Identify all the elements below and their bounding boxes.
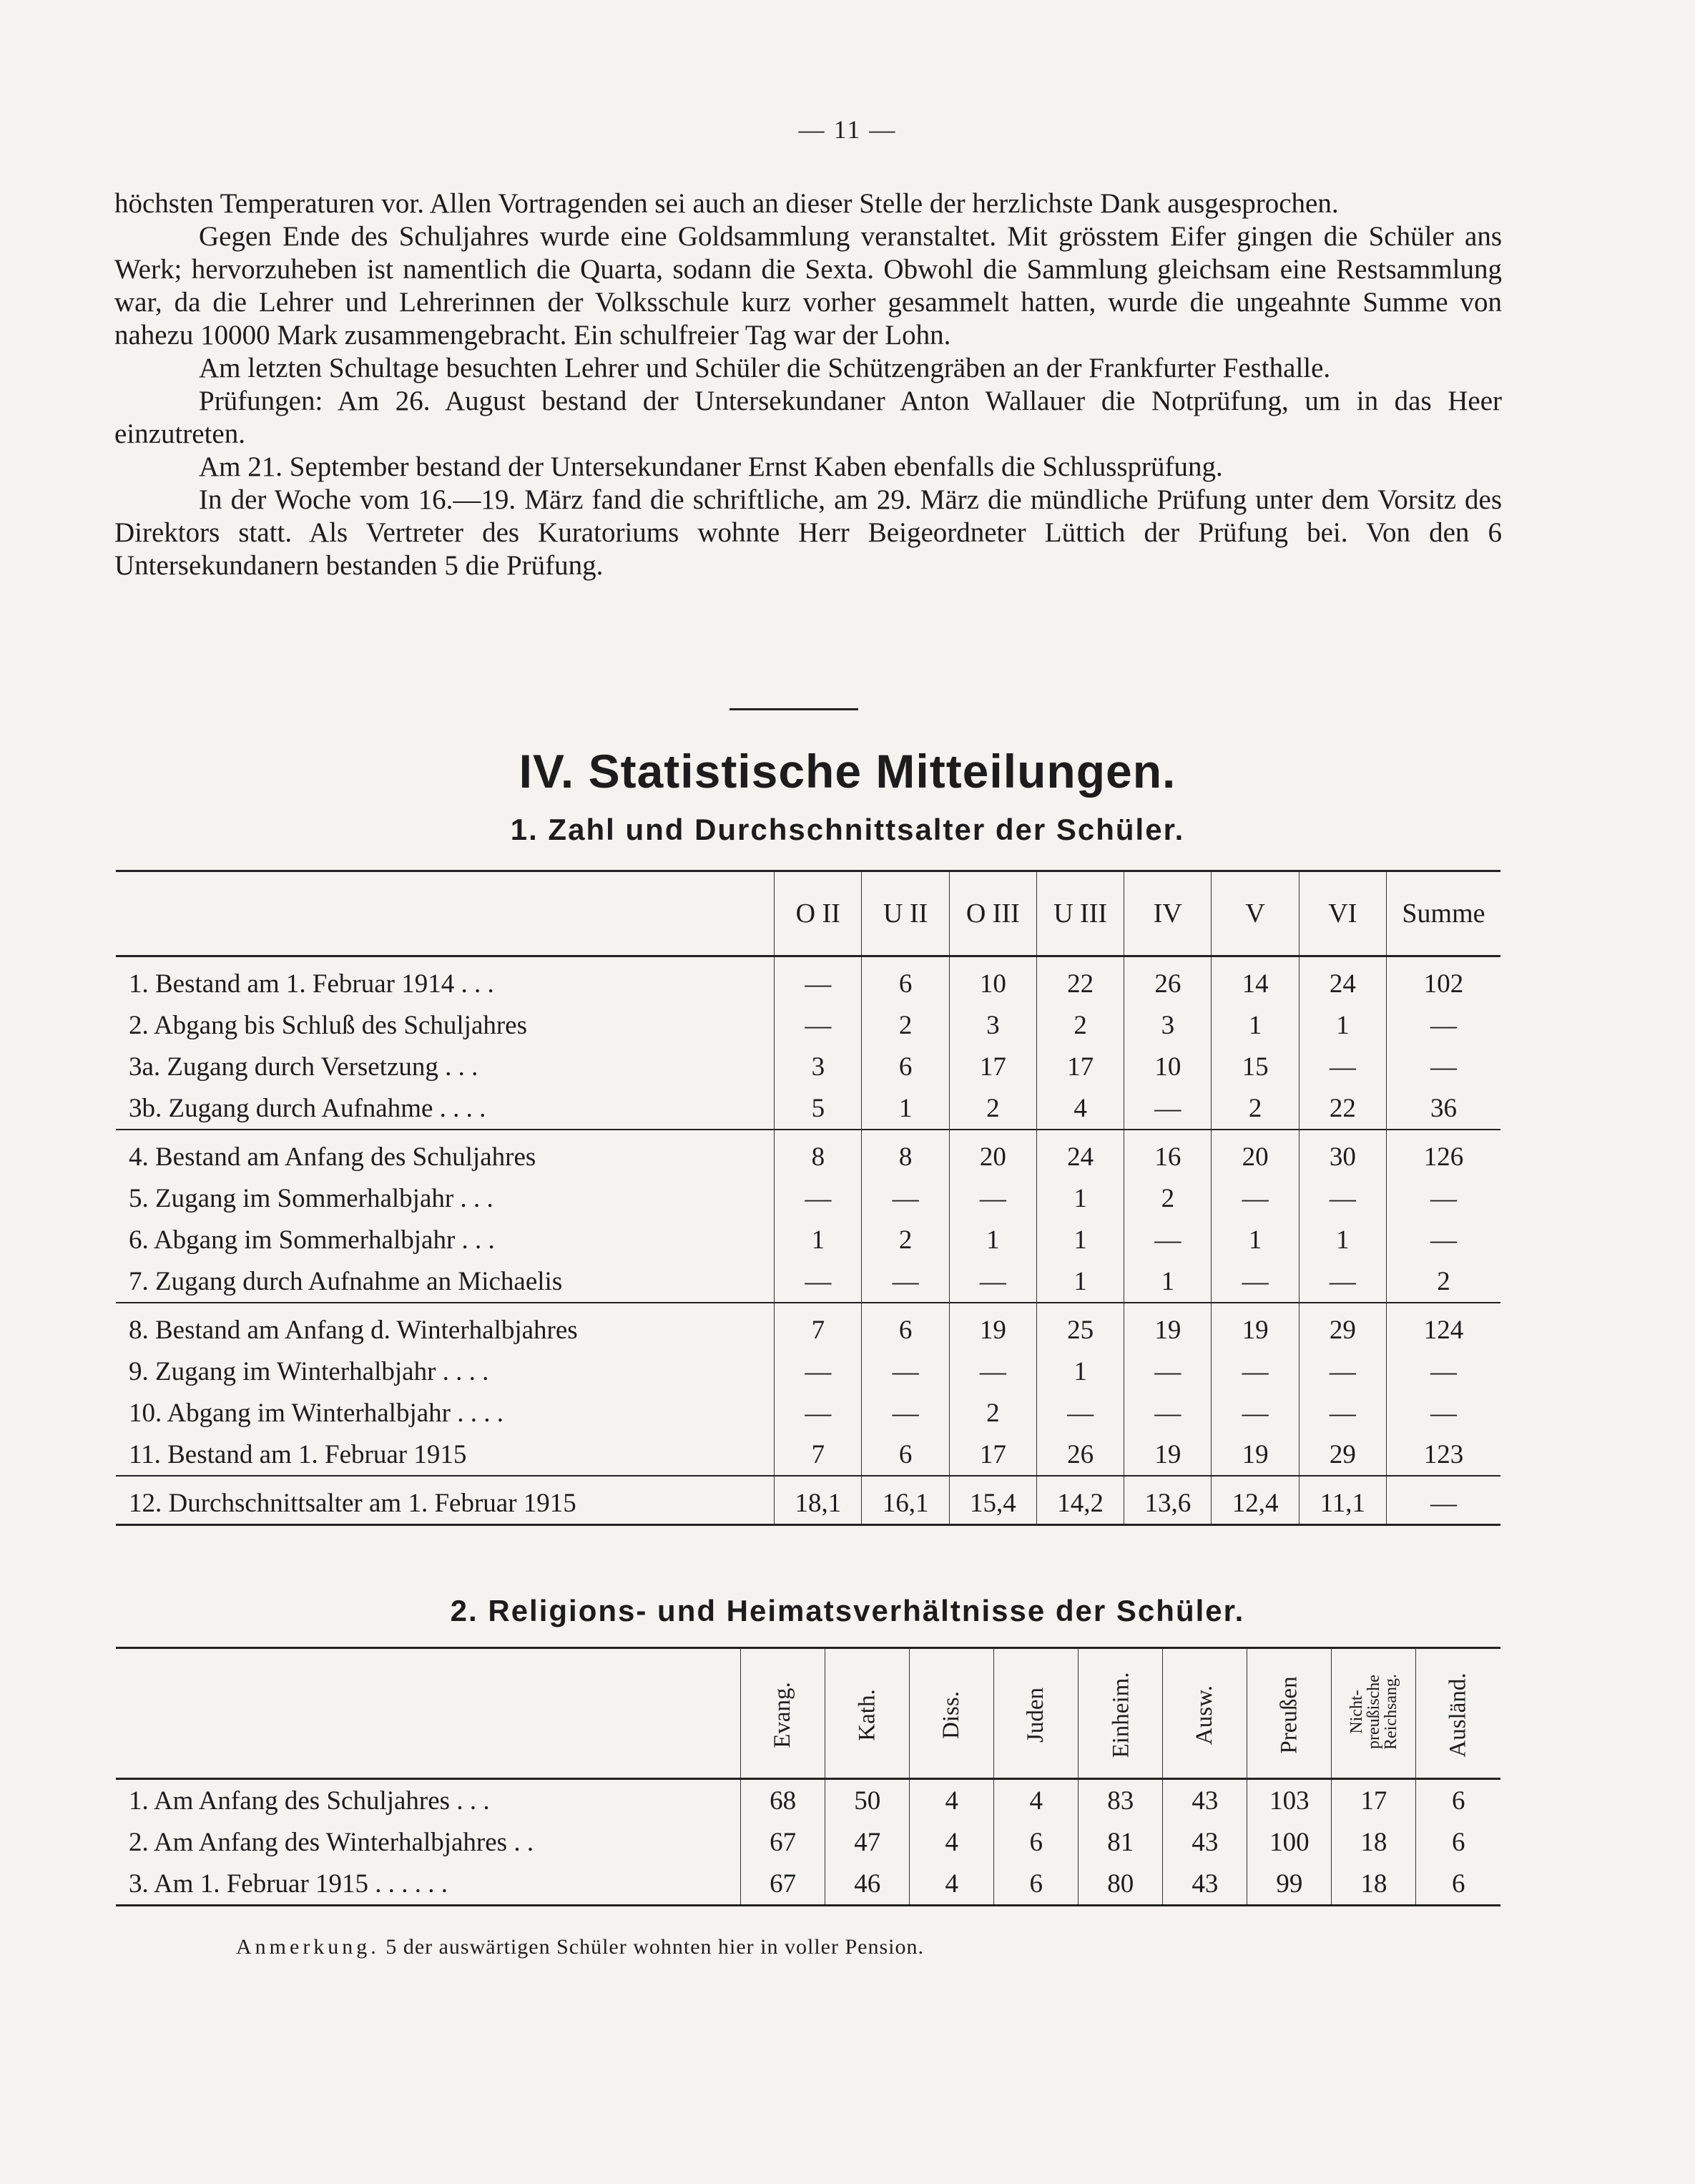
table-cell: 14 [1212, 956, 1299, 1005]
table-cell: 68 [741, 1779, 825, 1822]
column-header-text: Evang. [770, 1681, 796, 1748]
table-cell: 2 [949, 1392, 1036, 1434]
religion-origin-table [116, 1647, 1500, 1906]
table-cell: 19 [949, 1303, 1036, 1351]
table-cell: 1 [775, 1219, 862, 1260]
table-cell: — [1212, 1351, 1299, 1392]
table-cell: — [1212, 1177, 1299, 1219]
column-header [825, 1648, 910, 1779]
table-cell: 36 [1386, 1087, 1500, 1130]
row-label: 7. Zugang durch Aufnahme an Michaelis [116, 1260, 775, 1303]
table-row [116, 1351, 1500, 1392]
table-cell: 22 [1299, 1087, 1386, 1130]
table-cell: — [1299, 1351, 1386, 1392]
table-row [116, 1219, 1500, 1260]
table-cell: 6 [1416, 1779, 1500, 1822]
table-cell: 6 [862, 1046, 949, 1087]
table-row [116, 1004, 1500, 1046]
table-cell: 43 [1163, 1821, 1247, 1863]
table-cell: 2 [1036, 1004, 1124, 1046]
table-cell: — [1299, 1260, 1386, 1303]
row-label: 1. Bestand am 1. Februar 1914 . . . [129, 969, 494, 999]
header-corner [116, 1648, 741, 1779]
table-cell: 19 [1212, 1434, 1299, 1476]
row-label: 2. Abgang bis Schluß des Schuljahres [129, 1010, 528, 1040]
section-title: IV. Statistische Mitteilungen. [519, 745, 1176, 798]
table-cell: 1 [1124, 1260, 1212, 1303]
table-cell: 16,1 [862, 1476, 949, 1525]
column-header [994, 1648, 1079, 1779]
header-line: Reichsang. [1381, 1673, 1400, 1750]
row-label: 4. Bestand am Anfang des Schuljahres [129, 1142, 536, 1172]
table-cell: 2 [1212, 1087, 1299, 1130]
table-cell: 17 [1036, 1046, 1124, 1087]
table-cell: — [1386, 1004, 1500, 1046]
table-cell: 1 [1299, 1219, 1386, 1260]
table-row [116, 956, 1500, 1005]
table-cell: 18,1 [775, 1476, 862, 1525]
table-cell: 124 [1386, 1303, 1500, 1351]
row-label: 9. Zugang im Winterhalbjahr . . . . [129, 1356, 489, 1386]
column-header [1416, 1648, 1500, 1779]
table-cell: 26 [1036, 1434, 1124, 1476]
table-cell: 6 [862, 1303, 949, 1351]
table-cell: 3 [949, 1004, 1036, 1046]
table-cell: 15 [1212, 1046, 1299, 1087]
row-label: 3b. Zugang durch Aufnahme . . . . [116, 1087, 775, 1130]
table-cell: 10 [949, 956, 1036, 1005]
table-cell: 1 [1036, 1177, 1124, 1219]
page-number: — 11 — [798, 115, 897, 144]
table-row [116, 1821, 1500, 1863]
table-cell: — [1124, 1219, 1212, 1260]
column-header: VI [1299, 871, 1386, 956]
table-cell: 1 [1036, 1260, 1124, 1303]
table-cell: 8 [775, 1130, 862, 1177]
table-cell: 1 [1299, 1004, 1386, 1046]
table-cell: 15,4 [949, 1476, 1036, 1525]
table-cell: — [862, 1260, 949, 1303]
table-cell: 29 [1299, 1434, 1386, 1476]
table-cell: 6 [862, 1434, 949, 1476]
section-divider [729, 708, 858, 710]
table-cell: 103 [1247, 1779, 1332, 1822]
table-cell: 17 [949, 1046, 1036, 1087]
paragraph: Prüfungen: Am 26. August bestand der Untersekundaner Anton Wallauer die Notprüfung, um in das Heer einzutreten. [114, 386, 1502, 449]
paragraph: In der Woche vom 16.—19. März fand die schriftliche, am 29. März die mündliche Prüfung unter dem Vorsitz des Direktors statt. Als Vertreter des Kuratoriums wohnte Herr Beigeordneter Lüttich der Prüfung bei. Von den 6 Untersekundanern bestanden 5 die Prüfung. [114, 484, 1502, 581]
table-cell: 50 [825, 1779, 910, 1822]
table-cell: 2 [862, 1004, 949, 1046]
table-cell: 1 [862, 1087, 949, 1130]
paragraph: Am letzten Schultage besuchten Lehrer und Schüler die Schützengräben an der Frankfurter Festhalle. [199, 353, 1331, 383]
column-header: U II [862, 871, 949, 956]
table-cell: 25 [1036, 1303, 1124, 1351]
table-cell: 13,6 [1124, 1476, 1212, 1525]
header-corner [116, 871, 775, 956]
table-cell: — [949, 1351, 1036, 1392]
column-header [1247, 1648, 1332, 1779]
table-cell: 10 [1124, 1046, 1212, 1087]
table-cell: 83 [1079, 1779, 1163, 1822]
table-cell: — [1124, 1392, 1212, 1434]
table-cell: 1 [1036, 1219, 1124, 1260]
column-header-text: Ausländ. [1445, 1672, 1472, 1758]
table-header-row [116, 1648, 1500, 1779]
column-header [741, 1648, 825, 1779]
table-cell: 6 [994, 1863, 1079, 1906]
table-cell: — [862, 1177, 949, 1219]
column-header-text: Ausw. [1192, 1685, 1218, 1745]
table-cell: — [1212, 1392, 1299, 1434]
table1-title: 1. Zahl und Durchschnittsalter der Schüler. [510, 813, 1185, 846]
table-cell: 17 [1332, 1779, 1416, 1822]
table-cell: 6 [1416, 1821, 1500, 1863]
table-row [116, 1087, 1500, 1130]
table-cell: 29 [1299, 1303, 1386, 1351]
column-header: IV [1124, 871, 1212, 956]
table-row [116, 1303, 1500, 1351]
table-cell: 3 [1124, 1004, 1212, 1046]
table-row [116, 1434, 1500, 1476]
table-cell: — [775, 956, 862, 1005]
footnote-text: 5 der auswärtigen Schüler wohnten hier in voller Pension. [385, 1935, 924, 1959]
table-cell: 99 [1247, 1863, 1332, 1906]
table-row [116, 1177, 1500, 1219]
table-cell: — [949, 1177, 1036, 1219]
column-header: O III [949, 871, 1036, 956]
row-label: 5. Zugang im Sommerhalbjahr . . . [129, 1183, 493, 1213]
row-label: 1. Am Anfang des Schuljahres . . . [129, 1786, 490, 1816]
table-cell: 47 [825, 1821, 910, 1863]
row-label: 11. Bestand am 1. Februar 1915 [116, 1434, 775, 1476]
table-cell: 2 [862, 1219, 949, 1260]
column-header-text: Juden [1023, 1687, 1049, 1743]
table-cell: 43 [1163, 1863, 1247, 1906]
student-count-table [116, 870, 1500, 1526]
table-row [116, 1260, 1500, 1303]
column-header-text: Diss. [938, 1690, 965, 1739]
table-cell: 11,1 [1299, 1476, 1386, 1525]
table-cell: 8 [862, 1130, 949, 1177]
table-cell: — [1299, 1392, 1386, 1434]
table-cell: 102 [1386, 956, 1500, 1005]
table-cell: 126 [1386, 1130, 1500, 1177]
table-cell: 7 [775, 1434, 862, 1476]
table-cell: — [1386, 1476, 1500, 1525]
row-label: 3a. Zugang durch Versetzung . . . [129, 1052, 478, 1082]
table-cell: 4 [1036, 1087, 1124, 1130]
table-cell: 1 [1212, 1219, 1299, 1260]
column-header [1079, 1648, 1163, 1779]
table-cell: — [1124, 1087, 1212, 1130]
table-cell: 19 [1212, 1303, 1299, 1351]
table-cell: 16 [1124, 1130, 1212, 1177]
table-cell: 4 [994, 1779, 1079, 1822]
table2-title: 2. Religions- und Heimatsverhältnisse der Schüler. [450, 1594, 1245, 1627]
row-label: 10. Abgang im Winterhalbjahr . . . . [129, 1398, 503, 1428]
table-cell: — [1386, 1392, 1500, 1434]
table-cell: — [1212, 1260, 1299, 1303]
table-cell: — [1124, 1351, 1212, 1392]
table-cell: 19 [1124, 1434, 1212, 1476]
table-cell: — [862, 1351, 949, 1392]
table-cell: 5 [775, 1087, 862, 1130]
table-cell: 1 [1212, 1004, 1299, 1046]
column-header [1332, 1648, 1416, 1779]
table-cell: — [775, 1260, 862, 1303]
row-label: 6. Abgang im Sommerhalbjahr . . . [129, 1225, 495, 1255]
table-cell: 3 [775, 1046, 862, 1087]
table-cell: 2 [1386, 1260, 1500, 1303]
table-header-row [116, 871, 1500, 956]
table-cell: 7 [775, 1303, 862, 1351]
table-cell: — [775, 1004, 862, 1046]
table-row [116, 1130, 1500, 1177]
row-label: 2. Am Anfang des Winterhalbjahres . . [129, 1827, 534, 1857]
column-header: O II [775, 871, 862, 956]
column-header-text: Kath. [854, 1688, 880, 1741]
table-cell: 6 [1416, 1863, 1500, 1906]
paragraph: Gegen Ende des Schuljahres wurde eine Goldsammlung veranstaltet. Mit grösstem Eifer gingen die Schüler ans Werk; hervorzuheben ist namentlich die Quarta, sodann die Sexta. Obwohl die Sammlung gleichsam eine Restsammlung war, da die Lehrer und Lehrerinnen der Volksschule kurz vorher gesammelt hatten, wurde die ungeahnte Summe von nahezu 10000 Mark zusammengebracht. Ein schulfreier Tag war der Lohn. [114, 221, 1502, 351]
footnote [236, 1935, 924, 1959]
table-cell: — [1299, 1177, 1386, 1219]
table-cell: 18 [1332, 1863, 1416, 1906]
table-cell: — [1386, 1177, 1500, 1219]
table-cell: 67 [741, 1821, 825, 1863]
row-label: 12. Durchschnittsalter am 1. Februar 1915 [116, 1476, 775, 1525]
table-cell: 24 [1036, 1130, 1124, 1177]
table-cell: 1 [949, 1219, 1036, 1260]
table-cell: 20 [1212, 1130, 1299, 1177]
table-cell: — [775, 1392, 862, 1434]
table-cell: 100 [1247, 1821, 1332, 1863]
table-cell: — [862, 1392, 949, 1434]
table-cell: — [775, 1351, 862, 1392]
table-cell: 12,4 [1212, 1476, 1299, 1525]
column-header [1163, 1648, 1247, 1779]
table-cell: 4 [910, 1821, 994, 1863]
table-cell: 6 [994, 1821, 1079, 1863]
table-cell: — [1386, 1219, 1500, 1260]
table-cell: 26 [1124, 956, 1212, 1005]
table-cell: 24 [1299, 956, 1386, 1005]
table-row [116, 1046, 1500, 1087]
footnote-label: Anmerkung. [236, 1935, 380, 1959]
row-label: 3. Am 1. Februar 1915 . . . . . . [116, 1863, 741, 1906]
table-cell: 30 [1299, 1130, 1386, 1177]
table-row [116, 1476, 1500, 1525]
paragraph: höchsten Temperaturen vor. Allen Vortragenden sei auch an dieser Stelle der herzlichste Dank ausgesprochen. [114, 188, 1339, 219]
table-cell: 1 [1036, 1351, 1124, 1392]
table-cell: — [1299, 1046, 1386, 1087]
table-cell: 4 [910, 1863, 994, 1906]
table-cell: 22 [1036, 956, 1124, 1005]
table-cell: — [775, 1177, 862, 1219]
table-cell: 17 [949, 1434, 1036, 1476]
table-cell: — [1036, 1392, 1124, 1434]
table-cell: 43 [1163, 1779, 1247, 1822]
column-header-text: Einheim. [1108, 1671, 1134, 1758]
table-cell: 4 [910, 1779, 994, 1822]
column-header [910, 1648, 994, 1779]
table-cell: 80 [1079, 1863, 1163, 1906]
table-row [116, 1392, 1500, 1434]
table-cell: 18 [1332, 1821, 1416, 1863]
table-row [116, 1863, 1500, 1906]
row-label: 8. Bestand am Anfang d. Winterhalbjahres [129, 1315, 578, 1345]
table-cell: 46 [825, 1863, 910, 1906]
table-row [116, 1779, 1500, 1822]
table-cell: 123 [1386, 1434, 1500, 1476]
column-header: V [1212, 871, 1299, 956]
table-cell: — [949, 1260, 1036, 1303]
table-cell: 2 [1124, 1177, 1212, 1219]
header-line: preußische [1364, 1674, 1383, 1749]
table-cell: 20 [949, 1130, 1036, 1177]
body-text [114, 187, 1502, 582]
paragraph: Am 21. September bestand der Untersekundaner Ernst Kaben ebenfalls die Schlussprüfung. [199, 451, 1223, 482]
table-cell: 67 [741, 1863, 825, 1906]
table-cell: — [1386, 1046, 1500, 1087]
table-cell: 19 [1124, 1303, 1212, 1351]
table-cell: 2 [949, 1087, 1036, 1130]
table-cell: — [1386, 1351, 1500, 1392]
column-header: U III [1036, 871, 1124, 956]
column-header: Summe [1386, 871, 1500, 956]
header-line: Nicht- [1347, 1689, 1366, 1734]
table-cell: 14,2 [1036, 1476, 1124, 1525]
column-header-text [1348, 1674, 1400, 1750]
table-cell: 81 [1079, 1821, 1163, 1863]
table-cell: 6 [862, 956, 949, 1005]
column-header-text: Preußen [1276, 1675, 1302, 1754]
